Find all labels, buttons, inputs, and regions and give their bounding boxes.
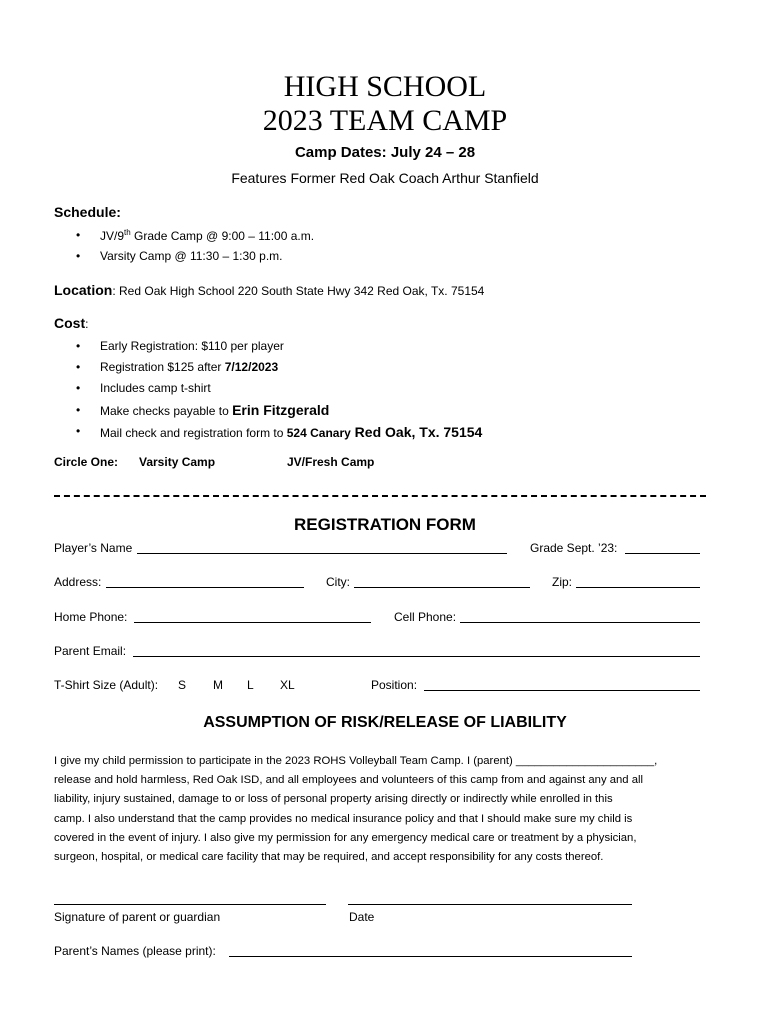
bullet-icon: • — [76, 249, 81, 263]
liability-paragraph — [54, 752, 720, 867]
signature-field[interactable] — [54, 904, 326, 905]
bullet-icon: • — [76, 381, 81, 395]
size-s-option[interactable]: S — [178, 678, 187, 692]
grade-field[interactable] — [625, 553, 700, 554]
cost-item-mail: Mail check and registration form to 524 Canary Red Oak, Tx. 75154 — [100, 424, 483, 440]
bullet-icon: • — [76, 424, 81, 438]
parents-names-field[interactable] — [229, 956, 632, 957]
liability-line: release and hold harmless, Red Oak ISD, and all employees and volunteers of this camp from and against any and all — [54, 774, 644, 787]
tshirt-size-label: T-Shirt Size (Adult): — [54, 678, 159, 692]
cost-item-early: Early Registration: $110 per player — [100, 339, 284, 353]
position-field[interactable] — [424, 690, 700, 691]
zip-label: Zip: — [552, 575, 573, 589]
address-field[interactable] — [106, 587, 304, 588]
option-jv-fresh-camp[interactable]: JV/Fresh Camp — [287, 455, 375, 469]
liability-line: camp. I also understand that the camp provides no medical insurance policy and that I should make sure my child is — [54, 812, 633, 825]
date-label: Date — [349, 910, 375, 924]
city-label: City: — [326, 575, 350, 589]
bullet-icon: • — [76, 228, 81, 242]
cost-item-checks: Make checks payable to Erin Fitzgerald — [100, 402, 330, 418]
cost-label: Cost: — [54, 315, 89, 331]
liability-line: covered in the event of injury. I also give my permission for any emergency medical care or treatment by a physician, — [54, 831, 637, 844]
bullet-icon: • — [76, 339, 81, 353]
camp-dates: Camp Dates: July 24 – 28 — [294, 144, 476, 161]
address-label: Address: — [54, 575, 102, 589]
bullet-icon: • — [76, 360, 81, 374]
parent-email-label: Parent Email: — [54, 644, 127, 658]
schedule-item-jv: JV/9th Grade Camp @ 9:00 – 11:00 a.m. — [100, 228, 315, 243]
city-field[interactable] — [354, 587, 530, 588]
parents-names-label: Parent’s Names (please print): — [54, 944, 216, 958]
features-line: Features Former Red Oak Coach Arthur Stanfield — [231, 170, 539, 186]
position-label: Position: — [371, 678, 418, 692]
player-name-field[interactable] — [137, 553, 507, 554]
title-line2: 2023 TEAM CAMP — [262, 104, 508, 137]
liability-line: liability, injury sustained, damage to or loss of personal property arising directly or indirectly while enrolled in this — [54, 793, 613, 806]
home-phone-field[interactable] — [134, 622, 371, 623]
signature-label: Signature of parent or guardian — [54, 910, 221, 924]
grade-label: Grade Sept. ’23: — [530, 541, 618, 555]
schedule-item-varsity: Varsity Camp @ 11:30 – 1:30 p.m. — [100, 249, 283, 263]
cell-phone-label: Cell Phone: — [394, 610, 457, 624]
option-varsity-camp[interactable]: Varsity Camp — [139, 455, 216, 469]
cut-line-divider — [54, 495, 706, 497]
circle-one-label: Circle One: — [54, 455, 119, 469]
cost-item-registration: Registration $125 after 7/12/2023 — [100, 360, 279, 374]
liability-line: surgeon, hospital, or medical care facility that may be required, and accept responsibility for any costs thereof. — [54, 851, 604, 864]
size-l-option[interactable]: L — [247, 678, 254, 692]
title-line1: HIGH SCHOOL — [283, 70, 487, 103]
size-m-option[interactable]: M — [213, 678, 223, 692]
cell-phone-field[interactable] — [460, 622, 700, 623]
bullet-icon: • — [76, 403, 81, 417]
registration-heading: REGISTRATION FORM — [294, 515, 476, 534]
date-field[interactable] — [348, 904, 632, 905]
cost-item-tshirt: Includes camp t-shirt — [100, 381, 211, 395]
size-xl-option[interactable]: XL — [280, 678, 295, 692]
schedule-label: Schedule: — [54, 204, 121, 220]
liability-line: I give my child permission to participate in the 2023 ROHS Volleyball Team Camp. I (parent) ______________________, — [54, 755, 658, 767]
zip-field[interactable] — [576, 587, 700, 588]
location-line: Location: Red Oak High School 220 South State Hwy 342 Red Oak, Tx. 75154 — [54, 282, 485, 298]
liability-heading: ASSUMPTION OF RISK/RELEASE OF LIABILITY — [203, 714, 567, 731]
parent-email-field[interactable] — [133, 656, 700, 657]
home-phone-label: Home Phone: — [54, 610, 128, 624]
player-name-label: Player’s Name — [54, 541, 133, 555]
